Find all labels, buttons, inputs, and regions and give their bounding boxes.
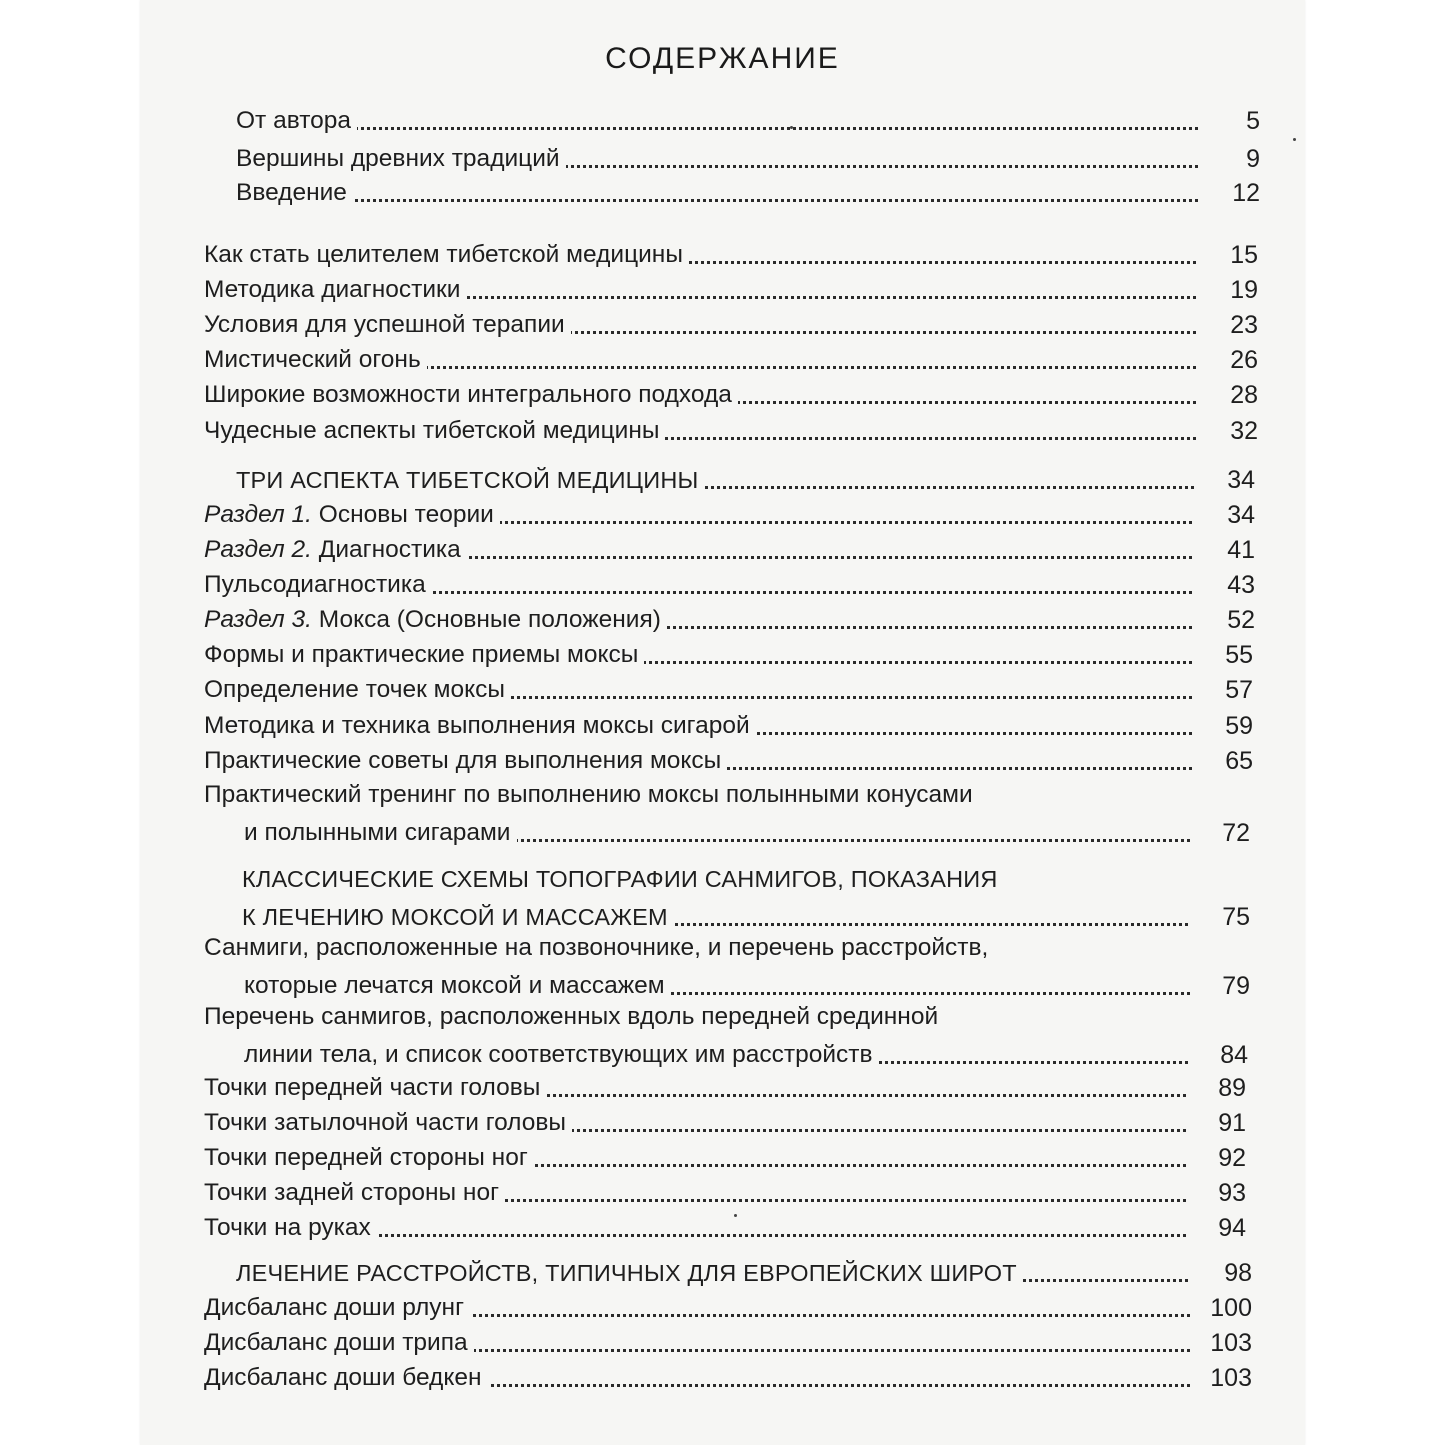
toc-entry-title <box>204 417 665 445</box>
toc-page-number: 34 <box>1195 466 1255 494</box>
toc-title-text: Основы теории <box>318 501 494 528</box>
toc-entry-title <box>204 1364 488 1392</box>
toc-page-number: 59 <box>1193 712 1253 740</box>
book-page <box>140 0 1305 1445</box>
toc-page-number: 72 <box>1190 819 1250 847</box>
toc-title: СОДЕРЖАНИЕ <box>605 42 840 75</box>
toc-entry <box>140 528 1305 564</box>
toc-entry <box>140 1171 1305 1207</box>
toc-entry-title <box>204 1179 505 1207</box>
toc-entry-continuation: и полынными сигарами <box>244 819 517 847</box>
toc-title-text: Пульсодиагностика <box>204 571 426 598</box>
toc-page-number: 98 <box>1192 1259 1252 1287</box>
toc-entry <box>140 997 1305 1069</box>
toc-page-number: 92 <box>1186 1144 1246 1172</box>
toc-title-text: Перечень санмигов, расположенных вдоль передней срединной <box>204 1003 939 1030</box>
toc-entry <box>140 338 1305 374</box>
print-speck <box>1293 138 1296 141</box>
toc-entry-title <box>204 501 500 529</box>
toc-page-number: 12 <box>1200 179 1260 207</box>
toc-page-number: 57 <box>1193 676 1253 704</box>
toc-page-number: 55 <box>1193 641 1253 669</box>
toc-title-text: Точки передней стороны ног <box>204 1144 528 1171</box>
toc-entry-continuation: К ЛЕЧЕНИЮ МОКСОЙ И МАССАЖЕМ <box>242 903 674 931</box>
toc-title-text: Точки задней стороны ног <box>204 1179 500 1206</box>
toc-page-number: 100 <box>1192 1294 1252 1322</box>
toc-entry <box>140 233 1305 269</box>
toc-title-text: Диагностика <box>318 536 461 563</box>
toc-entry <box>140 99 1305 135</box>
toc-entry <box>140 1321 1305 1357</box>
toc-title-text: Дисбаланс доши бедкен <box>204 1364 482 1391</box>
toc-page-number: 41 <box>1195 536 1255 564</box>
toc-title-text: Санмиги, расположенные на позвоночнике, и перечень расстройств, <box>204 934 989 961</box>
toc-entry <box>140 373 1305 409</box>
toc-page-number: 19 <box>1198 276 1258 304</box>
toc-entry <box>140 1206 1305 1242</box>
toc-page-number: 15 <box>1198 241 1258 269</box>
toc-entry <box>140 859 1305 931</box>
toc-entry <box>140 1136 1305 1172</box>
toc-page-number: 9 <box>1200 145 1260 173</box>
toc-entry-title <box>204 606 667 634</box>
toc-title-text: ЛЕЧЕНИЕ РАССТРОЙСТВ, ТИПИЧНЫХ ДЛЯ ЕВРОПЕЙСКИХ ШИРОТ <box>236 1260 1017 1286</box>
toc-section-label: Раздел 3. <box>204 606 312 633</box>
toc-entry-title <box>204 346 427 374</box>
toc-title-text: Мистический огонь <box>204 346 421 373</box>
toc-entry-title <box>204 641 644 669</box>
toc-page-number: 32 <box>1198 417 1258 445</box>
toc-title-text: Вершины древних традиций <box>236 145 560 172</box>
toc-entry-title <box>204 747 727 775</box>
toc-title-text: Практические советы для выполнения моксы <box>204 747 722 774</box>
toc-page-number: 43 <box>1195 571 1255 599</box>
toc-entry <box>140 409 1305 445</box>
toc-title-text: Определение точек моксы <box>204 676 505 703</box>
toc-entry <box>140 1251 1305 1287</box>
toc-page-number: 93 <box>1186 1179 1246 1207</box>
toc-page-number: 91 <box>1186 1109 1246 1137</box>
toc-entry <box>140 563 1305 599</box>
toc-title-text: ТРИ АСПЕКТА ТИБЕТСКОЙ МЕДИЦИНЫ <box>236 467 699 493</box>
toc-title-text: Условия для успешной терапии <box>204 311 565 338</box>
toc-entry-title <box>204 1109 572 1137</box>
toc-entry-title <box>204 1074 546 1102</box>
toc-title-text: Формы и практические приемы моксы <box>204 641 639 668</box>
toc-page-number: 28 <box>1198 381 1258 409</box>
toc-entry-title <box>204 536 467 564</box>
toc-entry-title <box>204 1144 534 1172</box>
print-speck <box>734 1214 737 1217</box>
toc-entry-title <box>204 676 511 704</box>
toc-page-number: 79 <box>1190 972 1250 1000</box>
toc-entry <box>140 1101 1305 1137</box>
toc-title-text: Точки затылочной части головы <box>204 1109 566 1136</box>
toc-entry-title <box>204 934 994 962</box>
toc-title-text: Широкие возможности интегрального подхода <box>204 381 732 408</box>
toc-title-text: От автора <box>236 107 352 134</box>
toc-page-number: 103 <box>1192 1364 1252 1392</box>
toc-entry <box>140 458 1305 494</box>
toc-entry-title <box>236 107 357 135</box>
toc-entry-title <box>236 466 705 494</box>
dot-leader <box>236 199 1210 202</box>
toc-page-number: 5 <box>1200 107 1260 135</box>
toc-entry <box>140 303 1305 339</box>
toc-page-number: 52 <box>1195 606 1255 634</box>
toc-title-text: КЛАССИЧЕСКИЕ СХЕМЫ ТОПОГРАФИИ САНМИГОВ, ПОКАЗАНИЯ <box>242 866 998 892</box>
toc-entry-title <box>204 241 689 269</box>
toc-entry-title <box>204 712 756 740</box>
toc-title-text: Дисбаланс доши трипа <box>204 1329 468 1356</box>
toc-entry-continuation: линии тела, и список соответствующих им расстройств <box>244 1041 879 1069</box>
toc-section-label: Раздел 1. <box>204 501 312 528</box>
toc-page-number: 23 <box>1198 311 1258 339</box>
toc-entry <box>140 493 1305 529</box>
toc-entry-title <box>236 1259 1023 1287</box>
dot-leader <box>236 127 1210 130</box>
toc-entry <box>140 704 1305 740</box>
toc-entry <box>140 928 1305 1000</box>
toc-entry <box>140 739 1305 775</box>
toc-entry-continuation: которые лечатся моксой и массажем <box>244 972 671 1000</box>
toc-entry <box>140 1066 1305 1102</box>
toc-title-text: Методика диагностики <box>204 276 461 303</box>
toc-title-text: Чудесные аспекты тибетской медицины <box>204 417 660 444</box>
toc-title-text: Как стать целителем тибетской медицины <box>204 241 683 268</box>
toc-section-label: Раздел 2. <box>204 536 312 563</box>
toc-page-number: 94 <box>1186 1214 1246 1242</box>
toc-entry <box>140 1356 1305 1392</box>
toc-title-text: Точки передней части головы <box>204 1074 541 1101</box>
toc-page-number: 26 <box>1198 346 1258 374</box>
toc-entry-title <box>236 145 566 173</box>
toc-entry-title <box>236 179 353 207</box>
toc-entry-title <box>204 571 432 599</box>
toc-entry <box>140 171 1305 207</box>
toc-page-number: 34 <box>1195 501 1255 529</box>
toc-title-text: Введение <box>236 179 347 206</box>
toc-page-number: 84 <box>1188 1041 1248 1069</box>
toc-page-number: 103 <box>1192 1329 1252 1357</box>
toc-page-number: 75 <box>1190 903 1250 931</box>
toc-page-number: 65 <box>1193 747 1253 775</box>
toc-entry-title <box>242 865 1004 893</box>
toc-entry <box>140 633 1305 669</box>
toc-entry-title <box>204 276 466 304</box>
toc-title-text: Мокса (Основные положения) <box>318 606 661 633</box>
toc-entry-title <box>204 381 738 409</box>
toc-title-text: Практический тренинг по выполнению моксы полынными конусами <box>204 781 973 808</box>
toc-entry-title <box>204 1294 470 1322</box>
toc-entry <box>140 1286 1305 1322</box>
toc-title-text: Точки на руках <box>204 1214 371 1241</box>
toc-entry-title <box>204 1214 377 1242</box>
toc-entry <box>140 137 1305 173</box>
toc-entry <box>140 668 1305 704</box>
toc-entry <box>140 598 1305 634</box>
toc-entry-title <box>204 781 979 809</box>
toc-entry <box>140 268 1305 304</box>
toc-entry-title <box>204 1003 944 1031</box>
toc-page-number: 89 <box>1186 1074 1246 1102</box>
toc-entry-title <box>204 311 571 339</box>
toc-entry <box>140 775 1305 847</box>
toc-title-text: Дисбаланс доши рлунг <box>204 1294 465 1321</box>
toc-entry-title <box>204 1329 474 1357</box>
toc-title-text: Методика и техника выполнения моксы сигарой <box>204 712 750 739</box>
